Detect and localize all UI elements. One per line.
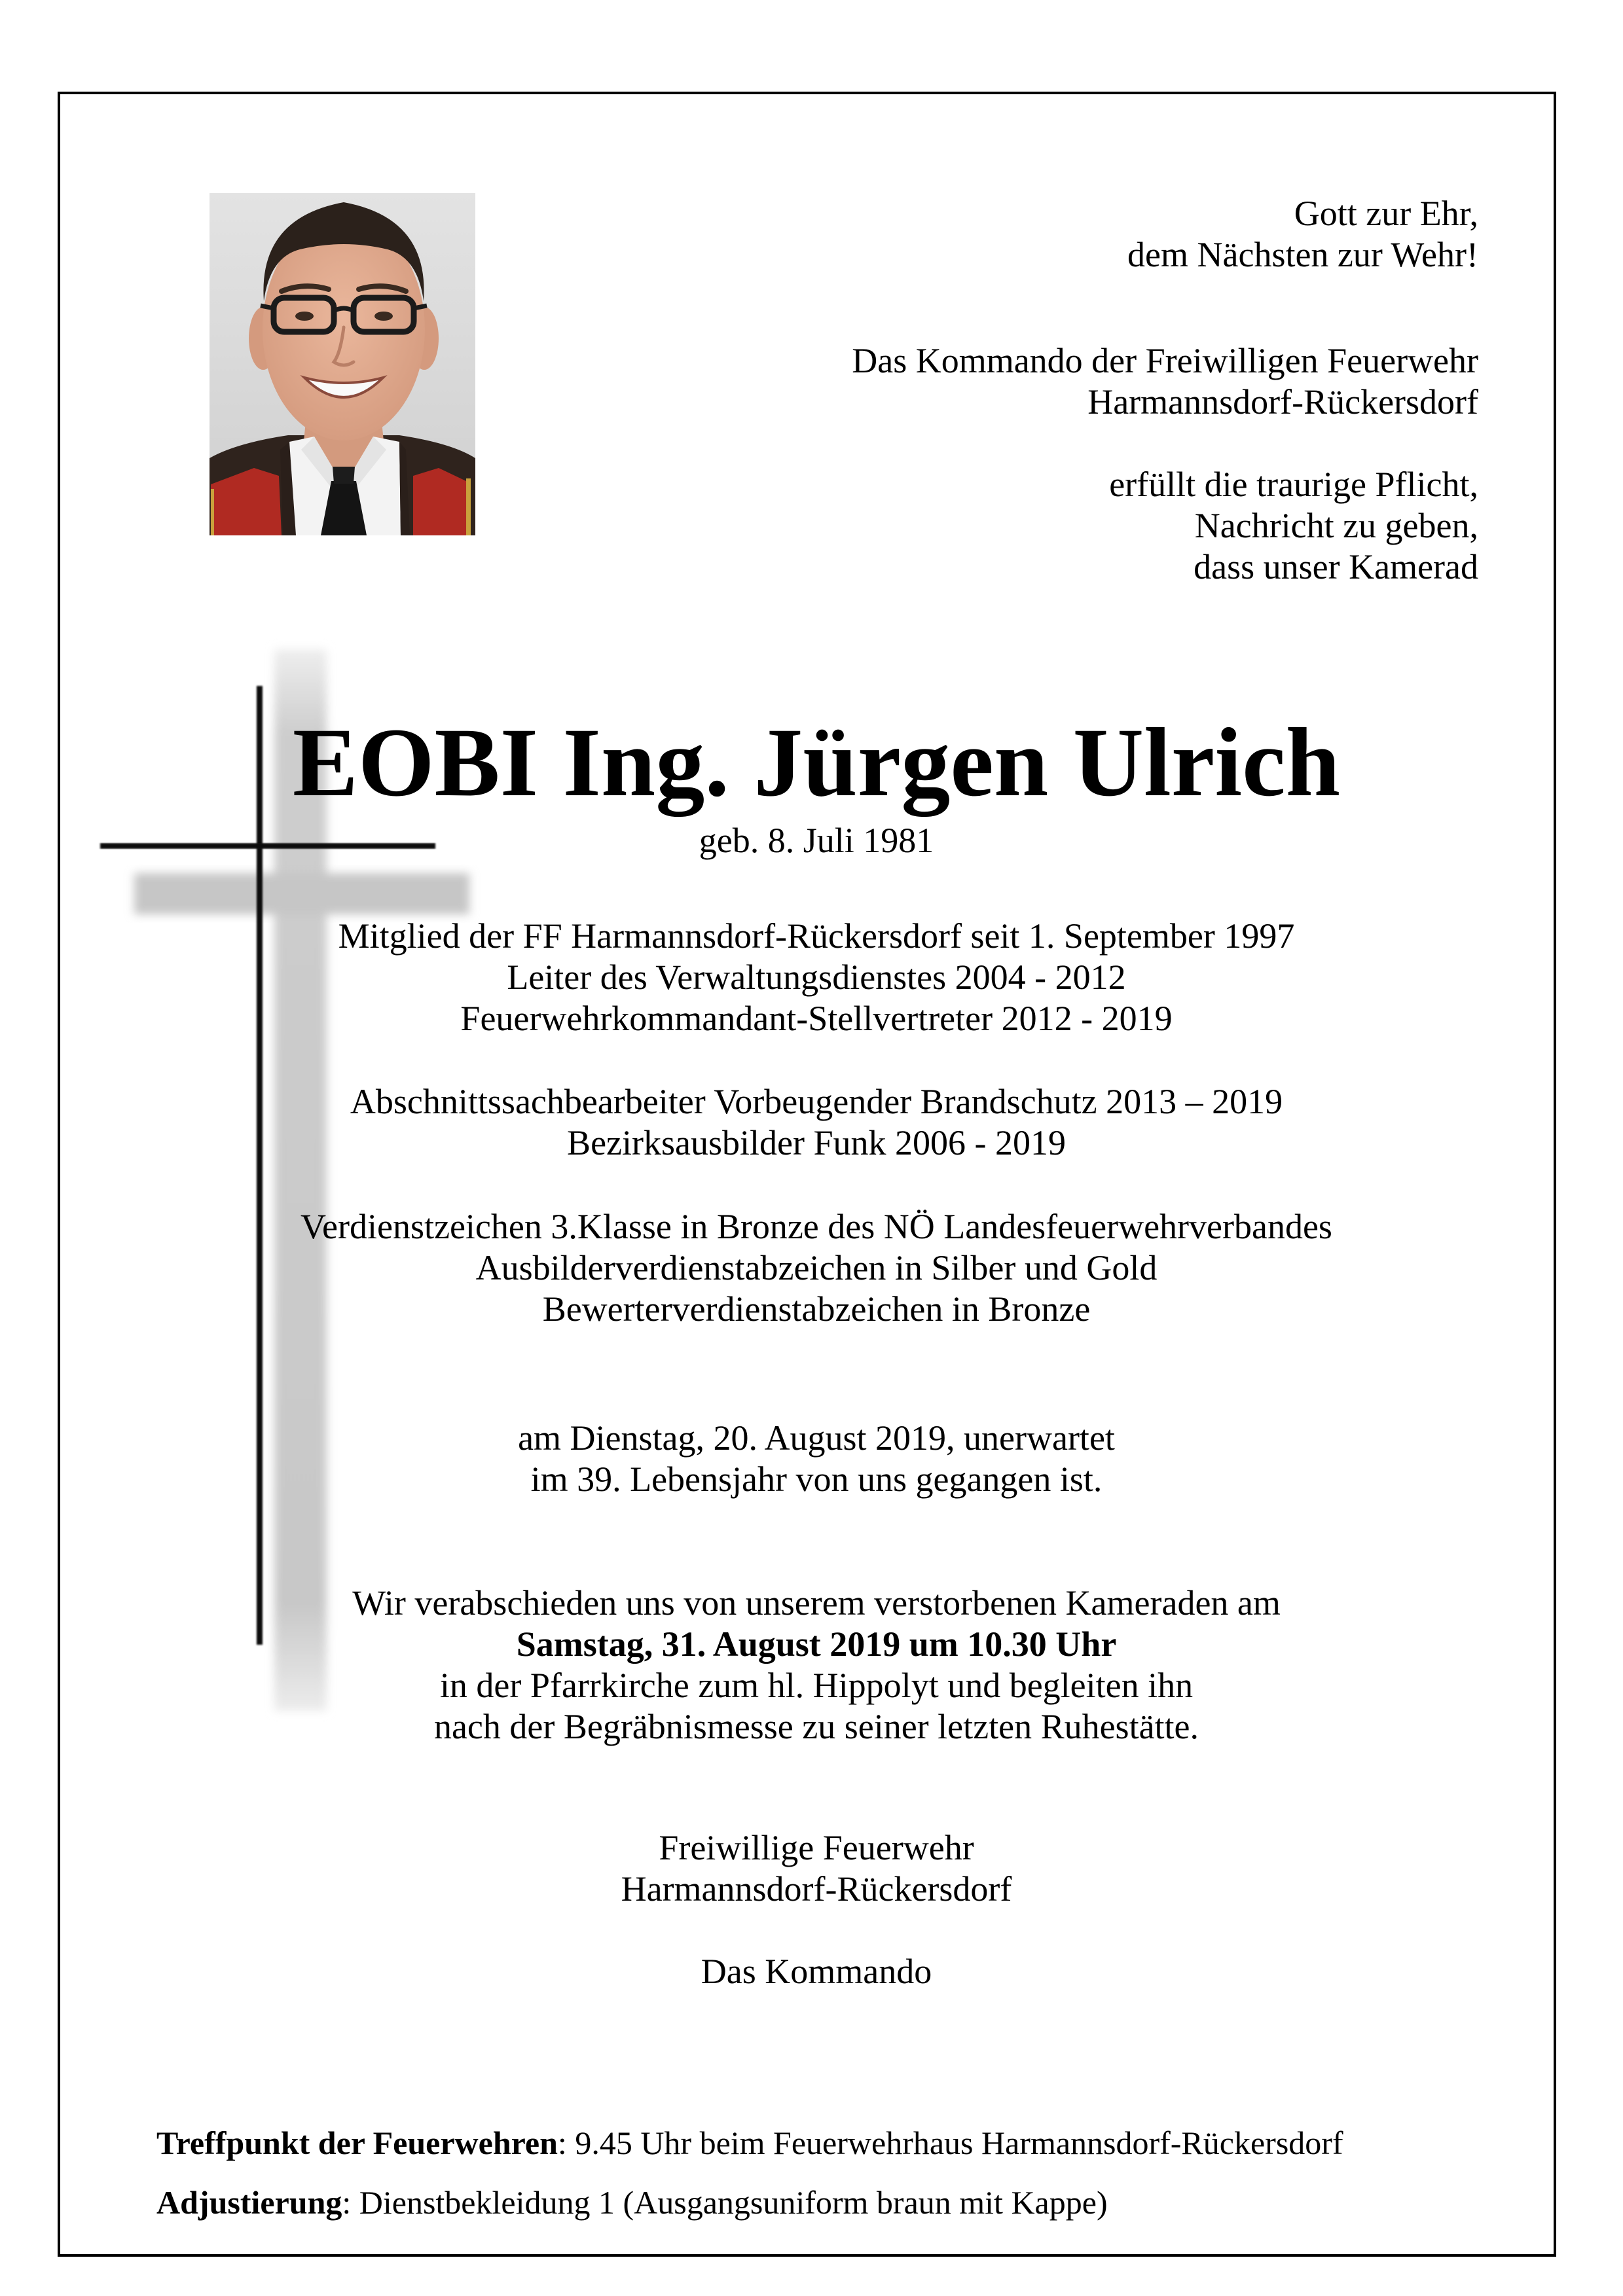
intro-line: dass unser Kamerad — [1194, 547, 1478, 586]
announcer-line: Das Kommando der Freiwilligen Feuerwehr — [852, 341, 1478, 380]
note-label: Treffpunkt der Feuerwehren — [156, 2125, 558, 2161]
death-line: am Dienstag, 20. August 2019, unerwartet — [518, 1418, 1115, 1458]
career-item: Feuerwehrkommandant-Stellvertreter 2012 - 2019 — [460, 999, 1173, 1038]
signature-line: Harmannsdorf-Rückersdorf — [621, 1869, 1012, 1909]
death-line: im 39. Lebensjahr von uns gegangen ist. — [530, 1460, 1103, 1499]
farewell-line: Wir verabschieden uns von unserem verstorbenen Kameraden am — [352, 1583, 1281, 1623]
note-text: : Dienstbekleidung 1 (Ausgangsuniform braun mit Kappe) — [342, 2184, 1108, 2221]
career-list — [162, 916, 1471, 1039]
farewell-notice — [162, 1583, 1471, 1748]
career-item: Mitglied der FF Harmannsdorf-Rückersdorf seit 1. September 1997 — [338, 916, 1295, 956]
functions-list — [162, 1081, 1471, 1164]
decorations-list — [162, 1206, 1471, 1330]
motto-line: dem Nächsten zur Wehr! — [1127, 235, 1478, 274]
function-item: Abschnittssachbearbeiter Vorbeugender Brandschutz 2013 – 2019 — [350, 1082, 1283, 1121]
decoration-item: Verdienstzeichen 3.Klasse in Bronze des NÖ Landesfeuerwehrverbandes — [301, 1207, 1332, 1246]
farewell-line: nach der Begräbnismesse zu seiner letzten Ruhestätte. — [433, 1707, 1199, 1746]
dress-code-note — [156, 2183, 1108, 2221]
death-notice — [162, 1418, 1471, 1500]
intro-line: Nachricht zu geben, — [1194, 506, 1478, 545]
announcer — [852, 340, 1478, 423]
motto — [1127, 193, 1478, 276]
decoration-item: Ausbilderverdienstabzeichen in Silber und Gold — [475, 1248, 1158, 1287]
signature-line: Freiwillige Feuerwehr — [659, 1828, 974, 1867]
note-label: Adjustierung — [156, 2184, 342, 2221]
birth-date: geb. 8. Juli 1981 — [699, 821, 934, 860]
motto-line: Gott zur Ehr, — [1294, 194, 1478, 233]
portrait-photo — [210, 193, 475, 535]
meeting-point-note — [156, 2124, 1343, 2162]
signature-organization — [162, 1827, 1471, 1910]
farewell-line: in der Pfarrkirche zum hl. Hippolyt und begleiten ihn — [439, 1666, 1194, 1705]
function-item: Bezirksausbilder Funk 2006 - 2019 — [567, 1123, 1066, 1162]
intro-line: erfüllt die traurige Pflicht, — [1109, 465, 1478, 504]
deceased-name: EOBI Ing. Jürgen Ulrich — [292, 708, 1341, 817]
funeral-date-time: Samstag, 31. August 2019 um 10.30 Uhr — [516, 1624, 1117, 1664]
career-item: Leiter des Verwaltungsdienstes 2004 - 2012 — [507, 958, 1126, 997]
signature-body: Das Kommando — [701, 1952, 932, 1991]
decoration-item: Bewerterverdienstabzeichen in Bronze — [542, 1289, 1091, 1329]
intro — [1109, 464, 1478, 588]
cross-shadow-horizontal — [134, 873, 469, 914]
note-text: : 9.45 Uhr beim Feuerwehrhaus Harmannsdorf-Rückersdorf — [557, 2125, 1343, 2161]
announcer-line: Harmannsdorf-Rückersdorf — [1087, 382, 1478, 422]
